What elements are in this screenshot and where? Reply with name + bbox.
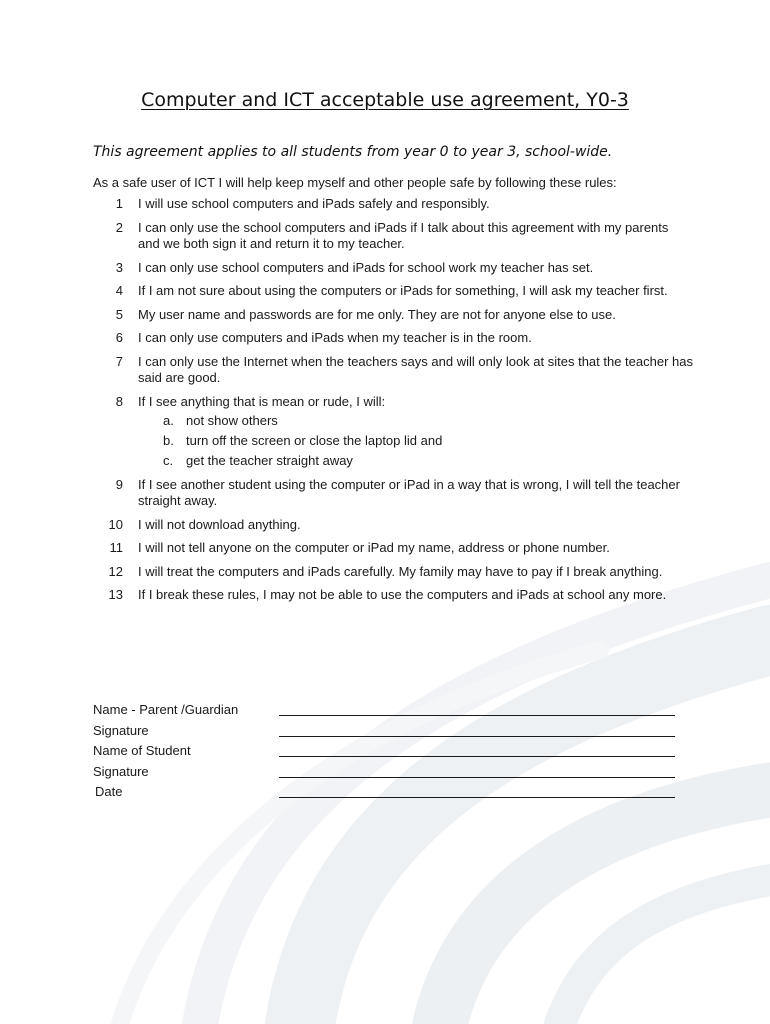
signature-field-label: Date — [95, 784, 123, 799]
subitem-letter: a. — [163, 413, 174, 428]
rule-text: I will not download anything. — [138, 516, 301, 532]
rule-item — [93, 354, 693, 387]
subitem-text: get the teacher straight away — [186, 453, 353, 468]
rule-text: I can only use the school computers and iPads if I talk about this agreement with my parents and we both sign it and return it to my teacher. — [138, 219, 669, 251]
rule-text: I can only use school computers and iPads for school work my teacher has set. — [138, 259, 594, 275]
signature-field-label: Name - Parent /Guardian — [93, 702, 239, 717]
rule-text: If I break these rules, I may not be able to use the computers and iPads at school any more. — [138, 587, 667, 602]
signature-field-label: Name of Student — [93, 743, 191, 758]
rule-number: 10 — [108, 516, 123, 532]
rule-text: I will not tell anyone on the computer or iPad my name, address or phone number. — [138, 540, 610, 555]
signature-field-label: Signature — [93, 763, 149, 779]
subitem-text: not show others — [186, 413, 278, 428]
signature-blank-line[interactable] — [279, 797, 675, 798]
rule-item — [93, 540, 693, 557]
rule-number: 6 — [115, 330, 123, 345]
signature-blank-line[interactable] — [279, 777, 675, 778]
rule-text: If I see anything that is mean or rude, I will: — [138, 393, 386, 409]
subitem-letter: b. — [163, 433, 174, 448]
rule-number: 12 — [108, 563, 123, 579]
rule-item — [93, 564, 693, 581]
signature-blank-line[interactable] — [279, 715, 675, 716]
rule-text: I can only use computers and iPads when my teacher is in the room. — [138, 330, 532, 345]
signature-row — [93, 784, 693, 805]
rule-number: 2 — [115, 219, 123, 235]
rule-number: 7 — [115, 353, 123, 369]
rule-item — [93, 220, 693, 253]
rule-item — [93, 330, 693, 347]
signature-row — [93, 764, 693, 785]
rule-text: My user name and passwords are for me only. They are not for anyone else to use. — [138, 306, 616, 322]
rule-number: 13 — [108, 587, 123, 602]
rule-text: I will use school computers and iPads safely and responsibly. — [138, 196, 490, 211]
document-title: Computer and ICT acceptable use agreement, Y0-3 — [141, 89, 629, 111]
subitem-letter: c. — [163, 453, 174, 468]
rules-list — [93, 196, 693, 611]
rule-item — [93, 283, 693, 300]
rule-number: 4 — [115, 283, 123, 298]
rule-text: I will treat the computers and iPads carefully. My family may have to pay if I break anything. — [138, 563, 663, 579]
signature-block — [93, 702, 693, 805]
rule-item — [93, 260, 693, 277]
rule-item — [93, 587, 693, 604]
rule-item — [93, 307, 693, 324]
signature-row — [93, 743, 693, 764]
rule-number: 1 — [115, 196, 123, 211]
rule-sublist — [138, 413, 693, 470]
document-subtitle: This agreement applies to all students from year 0 to year 3, school-wide. — [93, 144, 613, 160]
signature-blank-line[interactable] — [279, 736, 675, 737]
rule-number: 8 — [115, 393, 123, 409]
signature-field-label: Signature — [93, 722, 149, 738]
intro-text: As a safe user of ICT I will help keep myself and other people safe by following these rules: — [93, 175, 617, 190]
rule-subitem — [138, 413, 693, 430]
rule-number: 3 — [115, 259, 123, 275]
signature-blank-line[interactable] — [279, 756, 675, 757]
rule-item — [93, 394, 693, 470]
rule-text: If I am not sure about using the computers or iPads for something, I will ask my teacher first. — [138, 283, 668, 298]
subitem-text: turn off the screen or close the laptop lid and — [186, 433, 443, 448]
rule-item — [93, 517, 693, 534]
rule-item — [93, 196, 693, 213]
signature-row — [93, 702, 693, 723]
rule-subitem — [138, 433, 693, 450]
rule-item — [93, 477, 693, 510]
signature-row — [93, 723, 693, 744]
rule-number: 9 — [115, 476, 123, 492]
rule-text: I can only use the Internet when the teachers says and will only look at sites that the teacher has said are good. — [138, 353, 693, 385]
rule-text: If I see another student using the computer or iPad in a way that is wrong, I will tell the teacher straight away. — [138, 476, 680, 508]
rule-number: 11 — [109, 540, 123, 555]
rule-number: 5 — [115, 306, 123, 322]
rule-subitem — [138, 453, 693, 470]
